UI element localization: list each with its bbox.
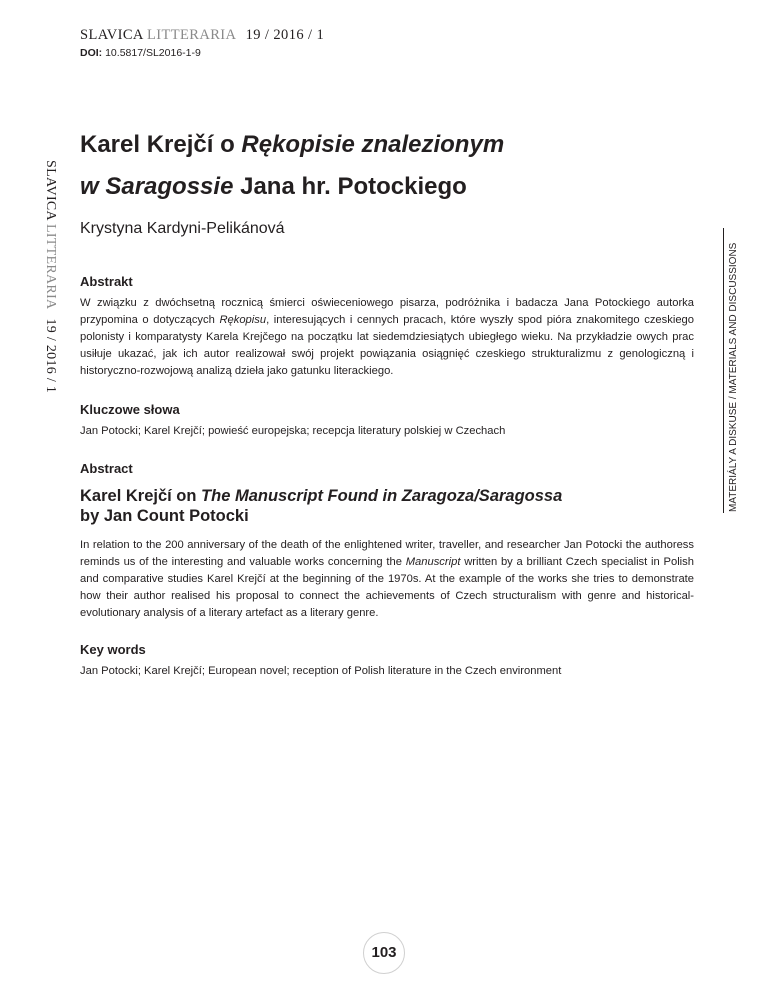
section-side-label [723, 228, 744, 513]
journal-name-part2: LITTERARIA [147, 27, 236, 43]
journal-name-part1: SLAVICA [80, 27, 143, 43]
keywords-en-heading: Key words [80, 642, 146, 657]
article-author: Krystyna Kardyni-Pelikánová [80, 220, 285, 237]
side-journal-issue: 19 / 2016 / 1 [43, 318, 58, 394]
title-prefix: Karel Krejčí o [80, 131, 242, 158]
article-content [80, 124, 694, 677]
doi-label: DOI: [80, 47, 103, 59]
journal-issue: 19 / 2016 / 1 [245, 27, 325, 43]
abstract-pl-text: W związku z dwóchsetną rocznicą śmierci oświeceniowego pisarza, podróżnika i badacza Jana Potockiego autorka przypomina o dotyczących Rękopisu, interesujących i cennych pracach, które wyszły spod pióra znakomitego czeskiego polonisty i komparatysty Karela Krejčego na początku lat siedemdziesiątych ubiegłego wieku. Na przykładzie owych prac usiłuje ukazać, jak ich autor realizował swój projekt powiązania osiągnięć czeskiego strukturalizmu z genologiczną i historyczno-rozwojową analizą dzieła jako gatunku literackiego. [80, 297, 694, 377]
title-italic-2: w Saragossie [80, 173, 234, 200]
running-header [80, 27, 324, 59]
title-suffix: Jana hr. Potockiego [233, 173, 467, 200]
english-title: Karel Krejčí on The Manuscript Found in Zaragoza/Saragossa by Jan Count Potocki [80, 487, 563, 525]
journal-name [80, 27, 324, 44]
keywords-pl-text: Jan Potocki; Karel Krejčí; powieść europejska; recepcja literatury polskiej w Czechach [80, 425, 506, 437]
keywords-en-text: Jan Potocki; Karel Krejčí; European novel; reception of Polish literature in the Czech environment [80, 665, 562, 677]
article-title [80, 124, 694, 208]
side-journal-part2: LITTERARIA [43, 224, 58, 309]
side-journal-label [43, 160, 60, 394]
page-number: 103 [363, 932, 405, 974]
doi-line [80, 47, 324, 59]
abstract-en-text: In relation to the 200 anniversary of the death of the enlightened writer, traveller, and researcher Jan Potocki the authoress reminds us of the interesting and valuable works concerning the Manuscript written by a brilliant Czech specialist in Polish and comparative studies Karel Krejčí at the beginning of the 1970s. At the example of the works she tries to demonstrate how their author realised his proposal to connect the achievements of Czech structuralism with genre and historical-evolutionary analysis of a literary artefact as a literary genre. [80, 539, 694, 619]
keywords-pl-heading: Kluczowe słowa [80, 402, 180, 417]
abstract-en-heading: Abstract [80, 461, 133, 476]
doi-value: 10.5817/SL2016-1-9 [105, 47, 201, 59]
abstract-pl-heading: Abstrakt [80, 274, 133, 289]
section-label-text: MATERIÁLY A DISKUSE / MATERIALS AND DISCUSSIONS [728, 242, 739, 512]
title-italic-1: Rękopisie znalezionym [241, 131, 505, 158]
side-journal-part1: SLAVICA [43, 160, 58, 221]
